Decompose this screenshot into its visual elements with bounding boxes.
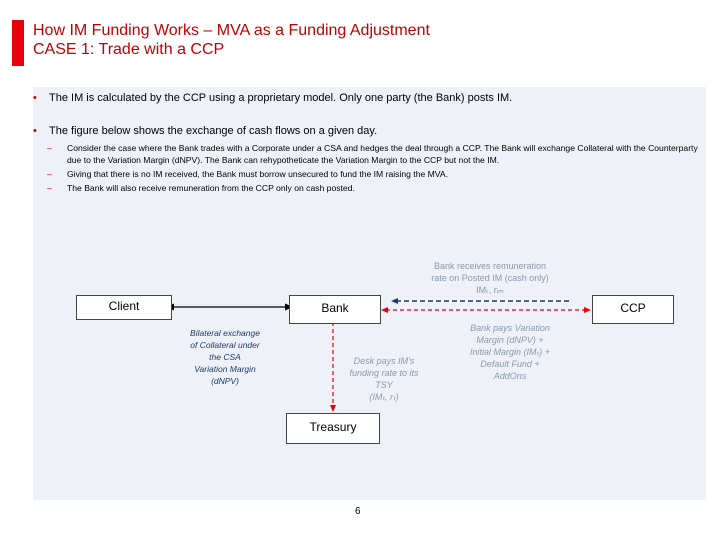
bullet-dot-icon: • [33, 92, 37, 104]
dash-icon: – [47, 183, 52, 193]
dash-icon: – [47, 143, 52, 153]
dash-icon: – [47, 169, 52, 179]
sub-item-text: Giving that there is no IM received, the Bank must borrow unsecured to fund the IM raising the MVA. [67, 169, 449, 179]
sub-item-text: The Bank will also receive remuneration from the CCP only on cash posted. [67, 183, 355, 193]
page-title: How IM Funding Works – MVA as a Funding Adjustment [33, 22, 430, 39]
remuneration-note: Bank receives remuneration rate on Posted IM (cash only) IMₜ, rᵢₘ [431, 261, 549, 295]
page-number: 6 [355, 506, 361, 517]
bank-node: Bank [289, 295, 381, 324]
arrowhead-down-icon [330, 405, 336, 412]
arrowhead-left-icon [391, 298, 398, 304]
ccp-node: CCP [592, 295, 674, 324]
desk-pays-note: Desk pays IM's funding rate to its TSY (IMₜ, rₜ) [349, 356, 419, 402]
client-node: Client [76, 295, 172, 320]
sub-item-text: Consider the case where the Bank trades with a Corporate under a CSA and hedges the deal through a CCP. The Bank will exchange Collateral with the Counterparty due to the Variation Margin (dNPV). The Bank can rehypotheticate the Variation Margin to the CCP but not the IM. [67, 143, 698, 165]
bilateral-note: Bilateral exchange of Collateral under the CSA Variation Margin (dNPV) [190, 328, 260, 386]
bullet-text: The figure below shows the exchange of cash flows on a given day. [49, 125, 378, 137]
bullet-text: The IM is calculated by the CCP using a proprietary model. Only one party (the Bank) posts IM. [49, 92, 513, 104]
arrowhead-right-icon [584, 307, 591, 313]
arrowhead-left-icon [381, 307, 388, 313]
bullet-dot-icon: • [33, 125, 37, 137]
treasury-node: Treasury [286, 413, 380, 444]
bank-pays-note: Bank pays Variation Margin (dNPV) + Initial Margin (IMₜ) + Default Fund + AddOns [470, 323, 550, 381]
page-subtitle: CASE 1: Trade with a CCP [33, 41, 225, 58]
